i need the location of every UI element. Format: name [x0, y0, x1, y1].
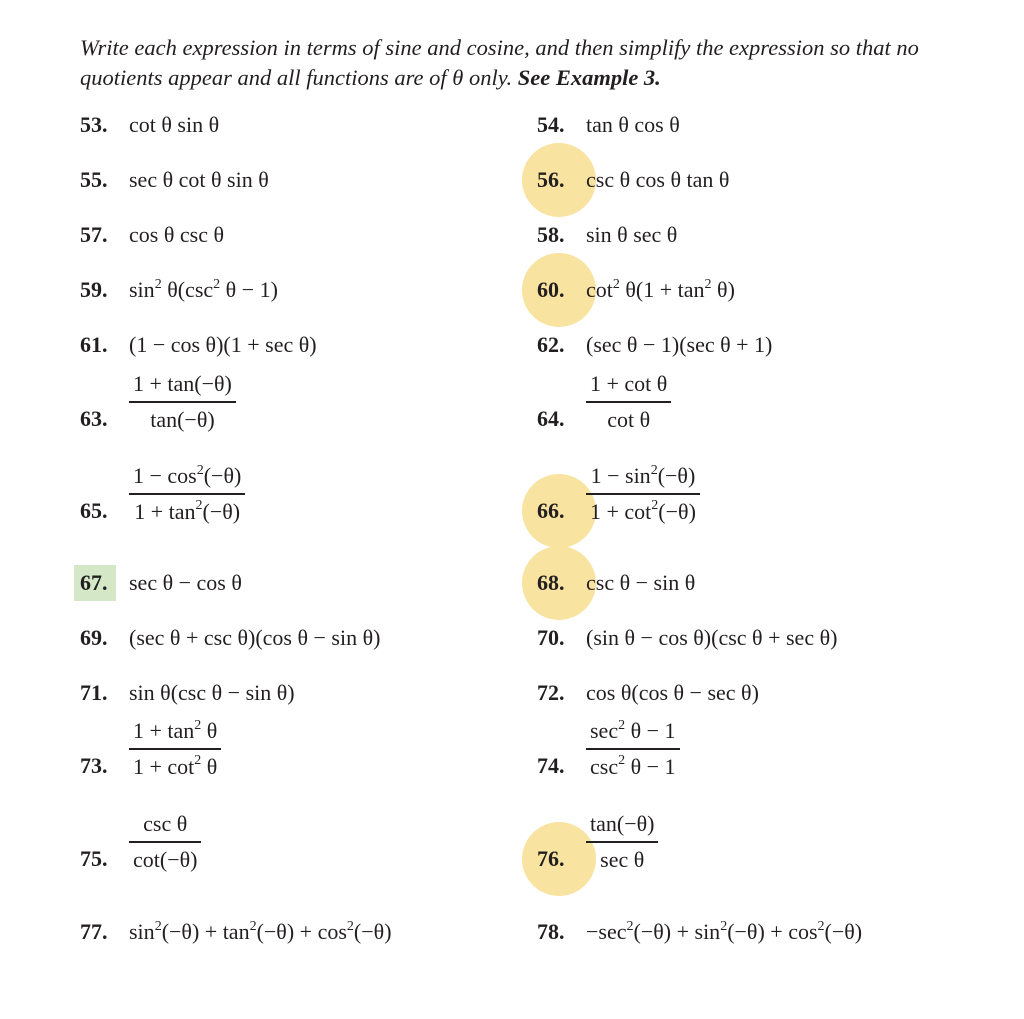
fraction — [586, 369, 671, 435]
fraction — [129, 369, 236, 435]
problem-expression: sec θ cot θ sin θ — [129, 167, 269, 192]
problem-expression: (sec θ − 1)(sec θ + 1) — [586, 332, 773, 357]
problem-number: 55. — [80, 167, 108, 192]
fraction-denominator: $1 + \cot^2(-\theta)$ — [590, 498, 696, 524]
problem-number: 66. — [537, 498, 565, 523]
problem-expression: tan θ cos θ — [586, 112, 680, 137]
problem-expression: $\sin^2 \theta(\csc^2$ θ − 1) — [129, 276, 278, 302]
fraction-numerator: $1 - \cos^2(-\theta)$ — [133, 462, 242, 488]
problem-expression: sin θ(csc θ − sin θ) — [129, 680, 295, 705]
problem-number: 59. — [80, 277, 108, 302]
problem-expression: (1 − cos θ)(1 + sec θ) — [129, 332, 317, 357]
problem-number: 69. — [80, 625, 108, 650]
fraction — [586, 461, 700, 527]
problem-expression: $-\sec^2(-\theta) + \sin^2(-\theta) + \cos^2(-\theta)$ — [586, 918, 863, 944]
problem-number: 60. — [537, 277, 565, 302]
fraction-denominator: $1 + \cot^2 \theta$ — [133, 753, 218, 779]
fraction-numerator: csc θ — [143, 811, 188, 836]
problem-number: 70. — [537, 625, 565, 650]
fraction-bar — [586, 841, 658, 843]
problem-expression: (sin θ − cos θ)(csc θ + sec θ) — [586, 625, 838, 650]
fraction — [129, 809, 201, 875]
problem-expression: sec θ − cos θ — [129, 570, 242, 595]
problem-number: 63. — [80, 406, 108, 431]
problem-expression: csc θ cos θ tan θ — [586, 167, 730, 192]
fraction-bar — [586, 493, 700, 495]
fraction-bar — [129, 748, 221, 750]
problem-number: 67. — [80, 570, 108, 595]
fraction-numerator: $\sec^2 \theta - 1$ — [590, 717, 676, 743]
fraction-bar — [129, 493, 245, 495]
problem-expression: (sec θ + csc θ)(cos θ − sin θ) — [129, 625, 381, 650]
problem-number: 57. — [80, 222, 108, 247]
fraction — [586, 716, 680, 782]
problem-number: 77. — [80, 919, 108, 944]
fraction — [586, 809, 658, 875]
problem-number: 61. — [80, 332, 108, 357]
fraction-denominator: $1 + \tan^2(-\theta)$ — [134, 498, 241, 524]
problem-number: 72. — [537, 680, 565, 705]
problem-number: 74. — [537, 753, 565, 778]
problem-number: 76. — [537, 846, 565, 871]
fraction-denominator: cot(−θ) — [133, 846, 198, 872]
fraction — [129, 461, 245, 527]
problem-number: 71. — [80, 680, 108, 705]
problem-expression: csc θ − sin θ — [586, 570, 696, 595]
problem-expression: sin θ sec θ — [586, 222, 678, 247]
fraction-numerator: tan(−θ) — [590, 811, 655, 836]
instructions-text: Write each expression in terms of sine and cosine, and then simplify the expression so that no quotients appear and all functions are of θ only. — [80, 35, 919, 90]
fraction-numerator: $1 + \tan^2 \theta$ — [133, 717, 218, 743]
fraction-bar — [129, 841, 201, 843]
problem-number: 78. — [537, 919, 565, 944]
problem-number: 64. — [537, 406, 565, 431]
problem-expression: $\sin^2(-\theta) + \tan^2(-\theta) + \cos^2(-\theta)$ — [129, 918, 392, 944]
example-reference: See Example 3. — [517, 65, 661, 90]
problem-number: 73. — [80, 753, 108, 778]
fraction-denominator: $\csc^2 \theta - 1$ — [590, 753, 676, 779]
problem-number: 56. — [537, 167, 565, 192]
fraction-bar — [129, 401, 236, 403]
problem-number: 58. — [537, 222, 565, 247]
fraction-denominator: tan(−θ) — [150, 406, 215, 432]
problem-number: 62. — [537, 332, 565, 357]
fraction — [129, 716, 221, 782]
fraction-denominator: sec θ — [600, 846, 645, 872]
fraction-numerator: $1 - \sin^2(-\theta)$ — [590, 462, 696, 488]
problem-expression: cos θ(cos θ − sec θ) — [586, 680, 759, 705]
fraction-denominator: cot θ — [607, 406, 651, 432]
fraction-numerator: 1 + tan(−θ) — [133, 371, 232, 396]
problem-number: 75. — [80, 846, 108, 871]
problem-number: 65. — [80, 498, 108, 523]
fraction-numerator: 1 + cot θ — [590, 371, 668, 396]
problem-number: 54. — [537, 112, 565, 137]
problem-expression: cos θ csc θ — [129, 222, 224, 247]
problem-expression: cot θ sin θ — [129, 112, 220, 137]
problem-number: 53. — [80, 112, 108, 137]
problem-expression: $\cot^2 \theta(1 + \tan^2 \theta)$ — [586, 276, 735, 302]
instructions — [80, 33, 980, 93]
fraction-bar — [586, 748, 680, 750]
fraction-bar — [586, 401, 671, 403]
problem-number: 68. — [537, 570, 565, 595]
